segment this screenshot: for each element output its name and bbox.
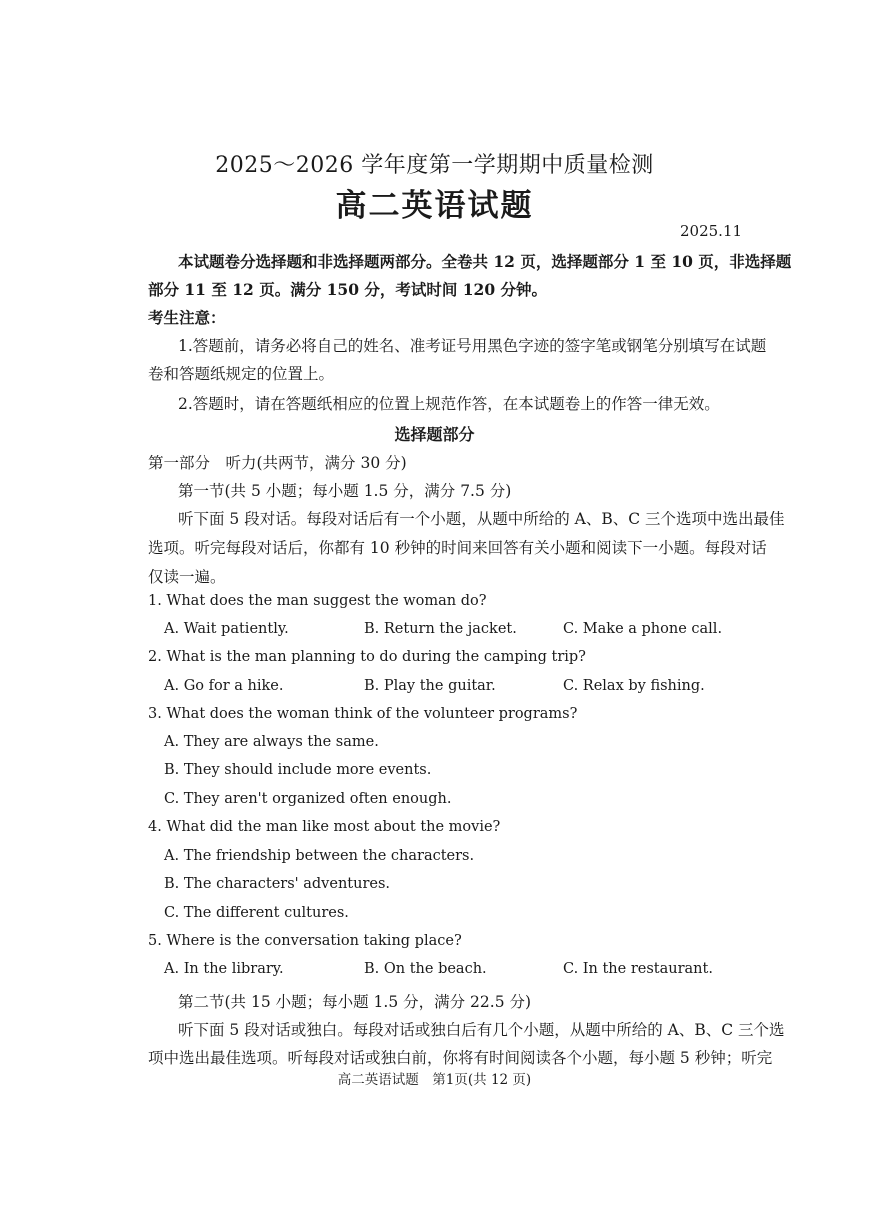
question-2-option-b: B. Play the guitar. (364, 678, 496, 694)
question-5-option-b: B. On the beach. (364, 961, 487, 977)
notice-item-2: 2.答题时，请在答题纸相应的位置上规范作答，在本试题卷上的作答一律无效。 (178, 395, 720, 413)
intro-line-2: 部分 11 至 12 页。满分 150 分，考试时间 120 分钟。 (148, 280, 548, 299)
page-footer: 高二英语试题 第1页(共 12 页) (337, 1072, 532, 1088)
question-1-option-a: A. Wait patiently. (164, 621, 289, 637)
question-5-stem: 5. Where is the conversation taking place? (148, 933, 462, 949)
section2-heading: 第二节(共 15 小题；每小题 1.5 分，满分 22.5 分) (178, 993, 532, 1011)
question-3-option-c: C. They aren't organized often enough. (164, 791, 452, 807)
exam-subtitle: 2025～2026 学年度第一学期期中质量检测 (215, 153, 654, 178)
question-4-stem: 4. What did the man like most about the movie? (148, 819, 501, 835)
exam-title: 高二英语试题 (335, 188, 534, 224)
part1-heading: 第一部分 听力(共两节，满分 30 分) (148, 454, 407, 472)
question-4-option-c: C. The different cultures. (164, 905, 349, 921)
section2-instruction-line-2: 项中选出最佳选项。听每段对话或独白前，你将有时间阅读各个小题，每小题 5 秒钟；听完 (148, 1049, 773, 1067)
intro-line-1: 本试题卷分选择题和非选择题两部分。全卷共 12 页，选择题部分 1 至 10 页，非选择题 (178, 252, 792, 271)
part1-instruction-line-2: 选项。听完每段对话后，你都有 10 秒钟的时间来回答有关小题和阅读下一小题。每段对话 (148, 539, 767, 557)
question-2-option-c: C. Relax by fishing. (563, 678, 705, 694)
notice-item-1-line-1: 1.答题前，请务必将自己的姓名、准考证号用黑色字迹的签字笔或钢笔分别填写在试题 (178, 337, 767, 355)
question-3-option-b: B. They should include more events. (164, 762, 432, 778)
question-2-option-a: A. Go for a hike. (164, 678, 284, 694)
section-heading: 选择题部分 (394, 425, 475, 444)
question-5-option-c: C. In the restaurant. (563, 961, 713, 977)
notice-item-1-line-2: 卷和答题纸规定的位置上。 (148, 365, 335, 383)
question-1-option-b: B. Return the jacket. (364, 621, 517, 637)
exam-date: 2025.11 (680, 222, 743, 240)
part1-section1-heading: 第一节(共 5 小题；每小题 1.5 分，满分 7.5 分) (178, 482, 512, 500)
part1-instruction-line-1: 听下面 5 段对话。每段对话后有一个小题，从题中所给的 A、B、C 三个选项中选出最佳 (178, 510, 785, 528)
part1-instruction-line-3: 仅读一遍。 (148, 568, 226, 586)
question-3-option-a: A. They are always the same. (164, 734, 379, 750)
question-3-stem: 3. What does the woman think of the volunteer programs? (148, 706, 578, 722)
question-1-option-c: C. Make a phone call. (563, 621, 723, 637)
question-5-option-a: A. In the library. (164, 961, 284, 977)
question-2-stem: 2. What is the man planning to do during the camping trip? (148, 649, 586, 665)
question-1-stem: 1. What does the man suggest the woman do? (148, 593, 487, 609)
question-4-option-a: A. The friendship between the characters. (164, 848, 475, 864)
notice-heading: 考生注意： (148, 308, 226, 327)
section2-instruction-line-1: 听下面 5 段对话或独白。每段对话或独白后有几个小题，从题中所给的 A、B、C 三个选 (178, 1021, 785, 1039)
question-4-option-b: B. The characters' adventures. (164, 876, 391, 892)
